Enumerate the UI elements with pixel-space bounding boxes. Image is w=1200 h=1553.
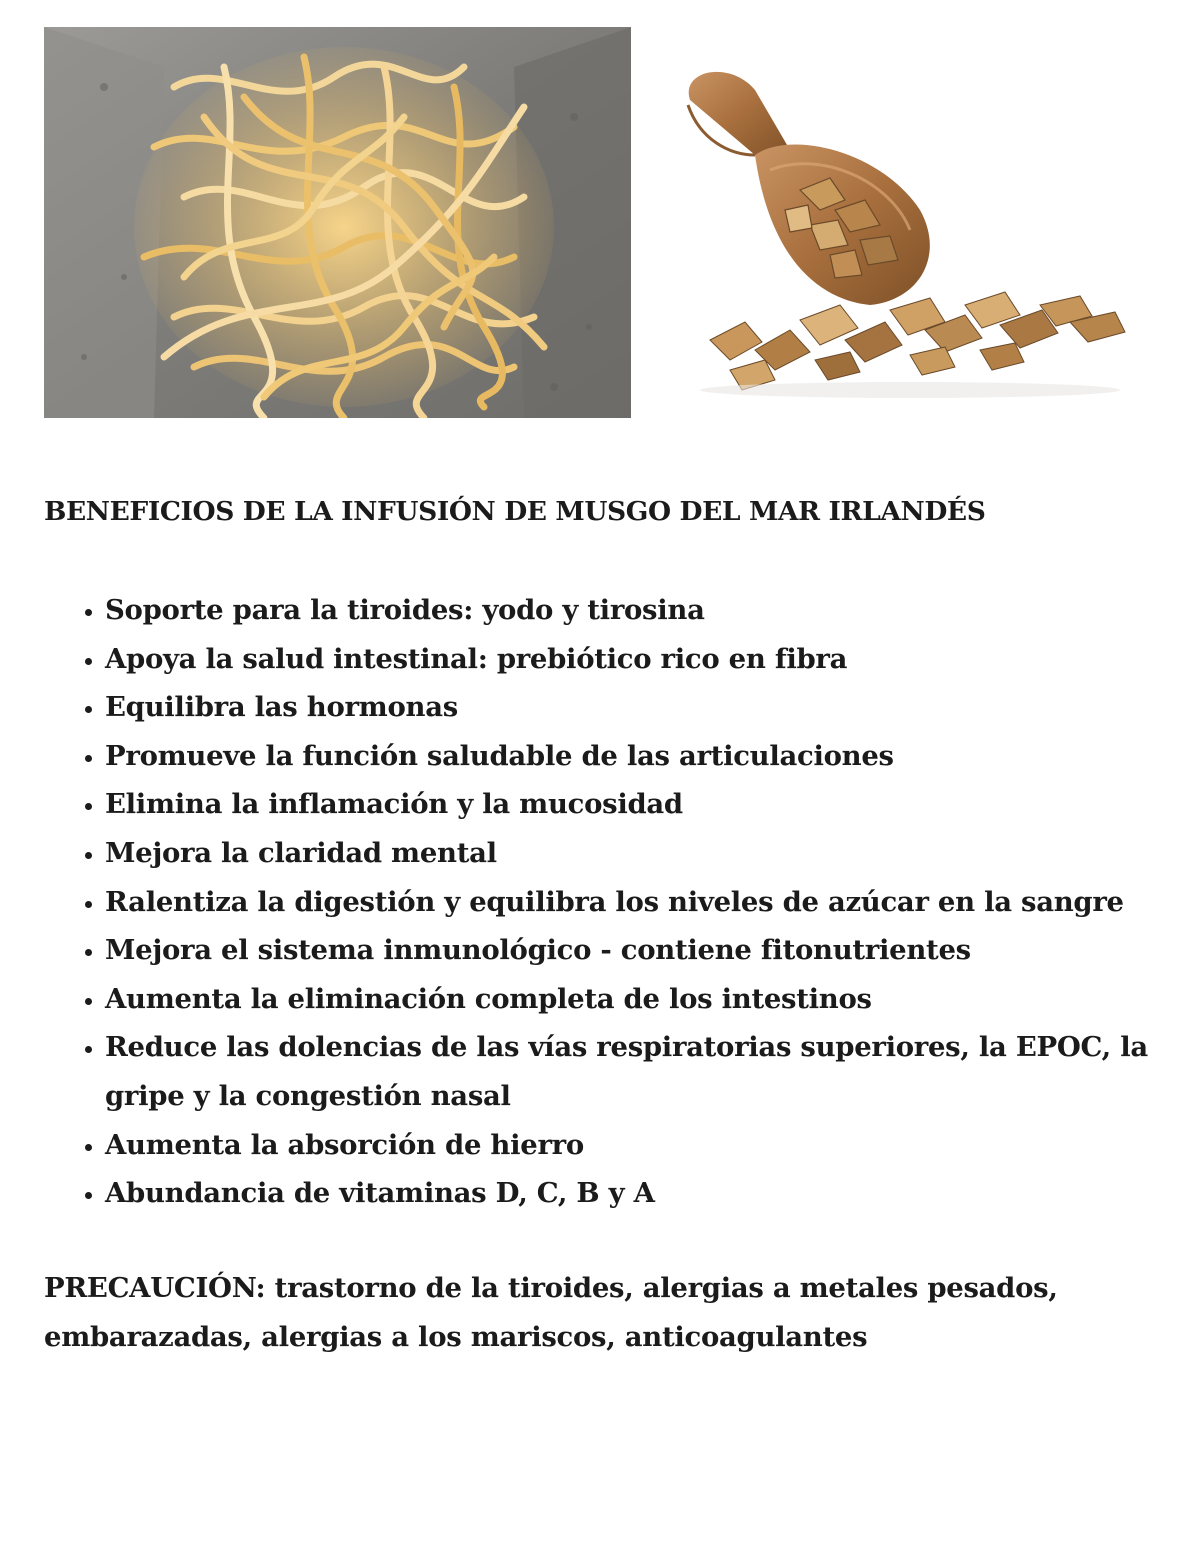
list-item: • Aumenta la absorción de hierro <box>105 1121 1200 1170</box>
section-heading: BENEFICIOS DE LA INFUSIÓN DE MUSGO DEL MAR IRLANDÉS <box>44 496 986 527</box>
list-item: • Reduce las dolencias de las vías respiratorias superiores, la EPOC, la gripe y la congestión nasal <box>105 1023 1200 1120</box>
sea-moss-blender-photo <box>44 27 631 418</box>
list-item: • Elimina la inflamación y la mucosidad <box>105 780 1200 829</box>
list-item: • Ralentiza la digestión y equilibra los niveles de azúcar en la sangre <box>105 878 1200 927</box>
list-item: • Promueve la función saludable de las articulaciones <box>105 732 1200 781</box>
caution-paragraph: PRECAUCIÓN: trastorno de la tiroides, alergias a metales pesados, embarazadas, alergias a los mariscos, anticoagulantes <box>44 1272 1058 1353</box>
dried-sea-moss-scoop-photo <box>670 60 1140 410</box>
list-item: • Mejora la claridad mental <box>105 829 1200 878</box>
benefits-list <box>44 586 1200 1218</box>
list-item: • Equilibra las hormonas <box>105 683 1200 732</box>
list-item: • Soporte para la tiroides: yodo y tirosina <box>105 586 1200 635</box>
list-item: • Mejora el sistema inmunológico - contiene fitonutrientes <box>105 926 1200 975</box>
list-item: • Abundancia de vitaminas D, C, B y A <box>105 1169 1200 1218</box>
list-item: • Aumenta la eliminación completa de los intestinos <box>105 975 1200 1024</box>
list-item: • Apoya la salud intestinal: prebiótico rico en fibra <box>105 635 1200 684</box>
